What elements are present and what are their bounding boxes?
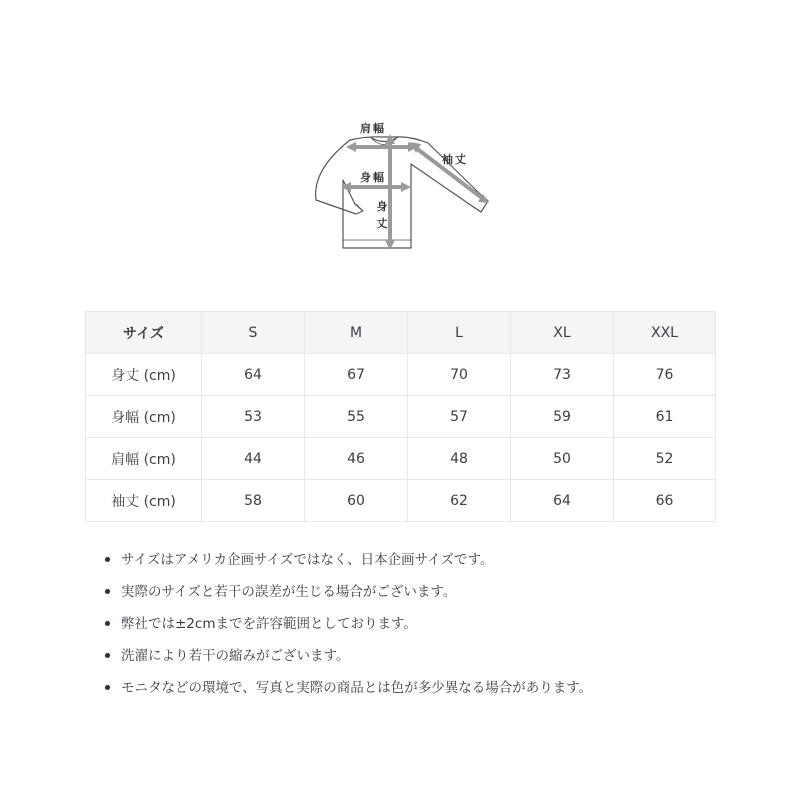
table-cell: 59	[511, 396, 614, 438]
table-cell: 50	[511, 438, 614, 480]
table-row	[86, 438, 716, 480]
table-cell: 64	[511, 480, 614, 522]
table-cell: 60	[305, 480, 408, 522]
row-label: 肩幅 (cm)	[86, 438, 202, 480]
table-cell: 76	[614, 354, 716, 396]
size-chart-table	[85, 311, 716, 522]
row-label: 袖丈 (cm)	[86, 480, 202, 522]
table-cell: 46	[305, 438, 408, 480]
table-row	[86, 354, 716, 396]
row-label: 身幅 (cm)	[86, 396, 202, 438]
table-cell: 70	[408, 354, 511, 396]
size-diagram	[300, 110, 500, 260]
note-item: 実際のサイズと若干の誤差が生じる場合がございます。	[104, 576, 592, 608]
body-length-label: 身 丈	[376, 200, 390, 230]
table-cell: 57	[408, 396, 511, 438]
header-l: L	[408, 312, 511, 354]
table-cell: 73	[511, 354, 614, 396]
header-m: M	[305, 312, 408, 354]
table-cell: 61	[614, 396, 716, 438]
header-xxl: XXL	[614, 312, 716, 354]
table-row	[86, 396, 716, 438]
table-cell: 67	[305, 354, 408, 396]
header-size: サイズ	[86, 312, 202, 354]
table-cell: 62	[408, 480, 511, 522]
sleeve-length-label: 袖丈	[442, 153, 468, 166]
shoulder-width-label: 肩幅	[360, 122, 386, 135]
header-s: S	[202, 312, 305, 354]
table-cell: 64	[202, 354, 305, 396]
note-item: サイズはアメリカ企画サイズではなく、日本企画サイズです。	[104, 544, 592, 576]
table-cell: 48	[408, 438, 511, 480]
row-label: 身丈 (cm)	[86, 354, 202, 396]
table-cell: 53	[202, 396, 305, 438]
notes-list	[104, 544, 592, 704]
table-cell: 58	[202, 480, 305, 522]
table-cell: 52	[614, 438, 716, 480]
note-item: 洗濯により若干の縮みがございます。	[104, 640, 592, 672]
note-item: 弊社では±2cmまでを許容範囲としております。	[104, 608, 592, 640]
body-width-label: 身幅	[360, 171, 386, 184]
header-xl: XL	[511, 312, 614, 354]
note-item: モニタなどの環境で、写真と実際の商品とは色が多少異なる場合があります。	[104, 672, 592, 704]
table-cell: 55	[305, 396, 408, 438]
table-row	[86, 480, 716, 522]
shirt-illustration	[300, 110, 500, 260]
table-header-row	[86, 312, 716, 354]
table-cell: 66	[614, 480, 716, 522]
table-cell: 44	[202, 438, 305, 480]
